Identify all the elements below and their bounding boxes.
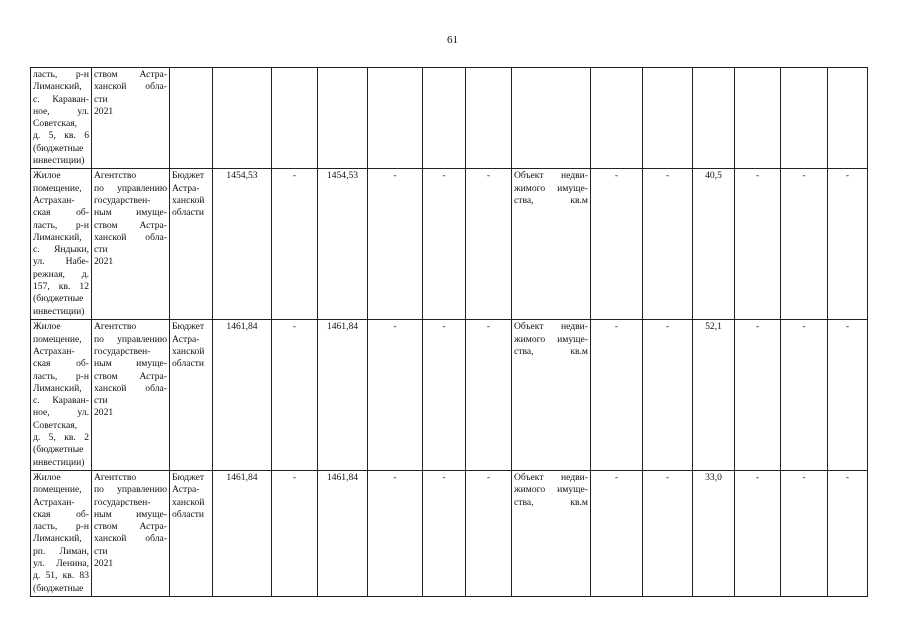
area-cell: 40,5 bbox=[693, 169, 735, 320]
result-value-4-cell bbox=[781, 68, 828, 169]
object-cell-line: ласть, р-н bbox=[33, 521, 89, 533]
result-value-2-cell: - bbox=[643, 320, 693, 471]
amount-regional-cell: 1454,53 bbox=[318, 169, 368, 320]
object-cell-line: ное, ул. bbox=[33, 105, 89, 117]
funding-source-cell bbox=[170, 470, 213, 596]
amount-federal-cell: - bbox=[272, 470, 318, 596]
result-value-3-cell: - bbox=[735, 320, 781, 471]
result-value-2-cell: - bbox=[643, 169, 693, 320]
object-cell bbox=[31, 470, 92, 596]
object-cell-line: ное, ул. bbox=[33, 407, 89, 419]
amount-total-cell bbox=[213, 68, 272, 169]
object-cell-line: помещение, bbox=[33, 333, 82, 345]
funding-source-cell bbox=[170, 68, 213, 169]
funding-source-cell-line: Астра- bbox=[172, 182, 200, 194]
agency-cell-line: государствен- bbox=[94, 496, 151, 508]
amount-extra-cell: - bbox=[466, 320, 512, 471]
object-cell-line: ласть, р-н bbox=[33, 370, 89, 382]
agency-cell bbox=[92, 470, 170, 596]
amount-extra-cell: - bbox=[466, 470, 512, 596]
funding-source-cell-line: области bbox=[172, 207, 205, 219]
result-value-1-cell: - bbox=[591, 470, 643, 596]
result-value-1-cell bbox=[591, 68, 643, 169]
object-cell-line: д. 5, кв. 2 bbox=[33, 432, 89, 444]
result-value-5-cell: - bbox=[828, 169, 868, 320]
agency-cell-line: 2021 bbox=[94, 256, 114, 268]
object-cell-line: ул. Ленина, bbox=[33, 558, 89, 570]
object-cell-line: Лиманский, bbox=[33, 533, 82, 545]
object-cell-line: Астрахан- bbox=[33, 345, 75, 357]
area-cell: 33,0 bbox=[693, 470, 735, 596]
amount-other-cell: - bbox=[423, 470, 466, 596]
area-cell: 52,1 bbox=[693, 320, 735, 471]
object-cell-line: ул. Набе- bbox=[33, 256, 89, 268]
amount-federal-cell bbox=[272, 68, 318, 169]
amount-local-cell: - bbox=[368, 320, 423, 471]
result-description-cell-line: Объект недви- bbox=[514, 471, 588, 483]
funding-source-cell-line: Бюджет bbox=[172, 170, 205, 182]
object-cell-line: помещение, bbox=[33, 484, 82, 496]
result-value-2-cell: - bbox=[643, 470, 693, 596]
agency-cell-line: ным имуще- bbox=[94, 207, 167, 219]
object-cell-line: ласть, р-н bbox=[33, 219, 89, 231]
funding-source-cell bbox=[170, 169, 213, 320]
amount-total-cell: 1461,84 bbox=[213, 320, 272, 471]
agency-cell-line: по управлению bbox=[94, 182, 167, 194]
result-value-3-cell bbox=[735, 68, 781, 169]
object-cell bbox=[31, 169, 92, 320]
result-description-cell bbox=[512, 68, 591, 169]
agency-cell-line: по управлению bbox=[94, 484, 167, 496]
result-description-cell-line: ства, кв.м bbox=[514, 345, 588, 357]
object-cell-line: (бюджетные bbox=[33, 142, 84, 154]
result-value-5-cell bbox=[828, 68, 868, 169]
object-cell-line: д. 5, кв. 6 bbox=[33, 130, 89, 142]
agency-cell bbox=[92, 68, 170, 169]
object-cell-line: ская об- bbox=[33, 207, 89, 219]
agency-cell-line: ханской обла- bbox=[94, 81, 167, 93]
result-value-3-cell: - bbox=[735, 169, 781, 320]
object-cell-line: инвестиции) bbox=[33, 155, 85, 167]
result-description-cell bbox=[512, 320, 591, 471]
page-number: 61 bbox=[447, 34, 458, 46]
agency-cell-line: 2021 bbox=[94, 558, 114, 570]
object-cell bbox=[31, 68, 92, 169]
agency-cell-line: сти bbox=[94, 545, 108, 557]
agency-cell-line: государствен- bbox=[94, 194, 151, 206]
object-cell-line: Жилое bbox=[33, 471, 61, 483]
result-description-cell bbox=[512, 470, 591, 596]
agency-cell-line: Агентство bbox=[94, 471, 137, 483]
amount-other-cell bbox=[423, 68, 466, 169]
funding-source-cell-line: ханской bbox=[172, 496, 205, 508]
agency-cell-line: сти bbox=[94, 244, 108, 256]
amount-local-cell bbox=[368, 68, 423, 169]
amount-regional-cell bbox=[318, 68, 368, 169]
object-cell-line: (бюджетные bbox=[33, 293, 84, 305]
object-cell-line: Астрахан- bbox=[33, 194, 75, 206]
result-value-1-cell: - bbox=[591, 320, 643, 471]
object-cell-line: Астрахан- bbox=[33, 496, 75, 508]
amount-other-cell: - bbox=[423, 169, 466, 320]
object-cell-line: Жилое bbox=[33, 170, 61, 182]
agency-cell-line: 2021 bbox=[94, 105, 114, 117]
funding-source-cell bbox=[170, 320, 213, 471]
amount-extra-cell: - bbox=[466, 169, 512, 320]
amount-regional-cell: 1461,84 bbox=[318, 470, 368, 596]
object-cell-line: (бюджетные bbox=[33, 444, 84, 456]
amount-federal-cell: - bbox=[272, 169, 318, 320]
object-cell-line: Лиманский, bbox=[33, 81, 82, 93]
result-description-cell bbox=[512, 169, 591, 320]
object-cell-line: ская об- bbox=[33, 358, 89, 370]
amount-total-cell: 1461,84 bbox=[213, 470, 272, 596]
funding-source-cell-line: Бюджет bbox=[172, 321, 205, 333]
budget-table bbox=[30, 67, 868, 597]
object-cell-line: Лиманский, bbox=[33, 382, 82, 394]
agency-cell bbox=[92, 320, 170, 471]
object-cell-line: Советская, bbox=[33, 419, 78, 431]
result-value-3-cell: - bbox=[735, 470, 781, 596]
agency-cell-line: ством Астра- bbox=[94, 69, 167, 80]
funding-source-cell-line: области bbox=[172, 358, 205, 370]
object-cell-line: режная, д. bbox=[33, 268, 89, 280]
funding-source-cell-line: ханской bbox=[172, 345, 205, 357]
object-cell bbox=[31, 320, 92, 471]
result-description-cell-line: ства, кв.м bbox=[514, 496, 588, 508]
object-cell-line: 157, кв. 12 bbox=[33, 281, 89, 293]
result-description-cell-line: ства, кв.м bbox=[514, 194, 588, 206]
object-cell-line: помещение, bbox=[33, 182, 82, 194]
amount-local-cell: - bbox=[368, 470, 423, 596]
agency-cell-line: сти bbox=[94, 93, 108, 105]
agency-cell-line: ством Астра- bbox=[94, 521, 167, 533]
table-row bbox=[31, 169, 868, 320]
object-cell-line: с. Караван- bbox=[33, 395, 89, 407]
agency-cell-line: Агентство bbox=[94, 170, 137, 182]
funding-source-cell-line: Астра- bbox=[172, 484, 200, 496]
result-value-4-cell: - bbox=[781, 320, 828, 471]
agency-cell bbox=[92, 169, 170, 320]
area-cell bbox=[693, 68, 735, 169]
funding-source-cell-line: ханской bbox=[172, 194, 205, 206]
agency-cell-line: ным имуще- bbox=[94, 358, 167, 370]
amount-regional-cell: 1461,84 bbox=[318, 320, 368, 471]
object-cell-line: с. Караван- bbox=[33, 93, 89, 105]
amount-federal-cell: - bbox=[272, 320, 318, 471]
agency-cell-line: ханской обла- bbox=[94, 382, 167, 394]
table-row bbox=[31, 470, 868, 596]
object-cell-line: инвестиции) bbox=[33, 456, 85, 468]
result-description-cell-line: жимого имуще- bbox=[514, 182, 588, 194]
agency-cell-line: сти bbox=[94, 395, 108, 407]
result-value-1-cell: - bbox=[591, 169, 643, 320]
agency-cell-line: Агентство bbox=[94, 321, 137, 333]
amount-other-cell: - bbox=[423, 320, 466, 471]
object-cell-line: с. Яндыки, bbox=[33, 244, 89, 256]
object-cell-line: Лиманский, bbox=[33, 231, 82, 243]
result-description-cell-line: Объект недви- bbox=[514, 321, 588, 333]
agency-cell-line: государствен- bbox=[94, 345, 151, 357]
agency-cell-line: ством Астра- bbox=[94, 370, 167, 382]
object-cell-line: д. 51, кв. 83 bbox=[33, 570, 89, 582]
agency-cell-line: ханской обла- bbox=[94, 231, 167, 243]
agency-cell-line: по управлению bbox=[94, 333, 167, 345]
agency-cell-line: ным имуще- bbox=[94, 508, 167, 520]
table-row bbox=[31, 68, 868, 169]
agency-cell-line: ством Астра- bbox=[94, 219, 167, 231]
result-value-4-cell: - bbox=[781, 169, 828, 320]
object-cell-line: Советская, bbox=[33, 118, 78, 130]
result-description-cell-line: жимого имуще- bbox=[514, 484, 588, 496]
result-value-2-cell bbox=[643, 68, 693, 169]
result-description-cell-line: жимого имуще- bbox=[514, 333, 588, 345]
amount-total-cell: 1454,53 bbox=[213, 169, 272, 320]
table-row bbox=[31, 320, 868, 471]
funding-source-cell-line: Астра- bbox=[172, 333, 200, 345]
object-cell-line: рп. Лиман, bbox=[33, 545, 89, 557]
result-description-cell-line: Объект недви- bbox=[514, 170, 588, 182]
agency-cell-line: 2021 bbox=[94, 407, 114, 419]
amount-local-cell: - bbox=[368, 169, 423, 320]
object-cell-line: ласть, р-н bbox=[33, 69, 89, 80]
agency-cell-line: ханской обла- bbox=[94, 533, 167, 545]
funding-source-cell-line: области bbox=[172, 508, 205, 520]
result-value-5-cell: - bbox=[828, 320, 868, 471]
result-value-5-cell: - bbox=[828, 470, 868, 596]
funding-source-cell-line: Бюджет bbox=[172, 471, 205, 483]
amount-extra-cell bbox=[466, 68, 512, 169]
object-cell-line: Жилое bbox=[33, 321, 61, 333]
result-value-4-cell: - bbox=[781, 470, 828, 596]
object-cell-line: (бюджетные bbox=[33, 582, 84, 594]
object-cell-line: инвестиции) bbox=[33, 305, 85, 317]
object-cell-line: ская об- bbox=[33, 508, 89, 520]
